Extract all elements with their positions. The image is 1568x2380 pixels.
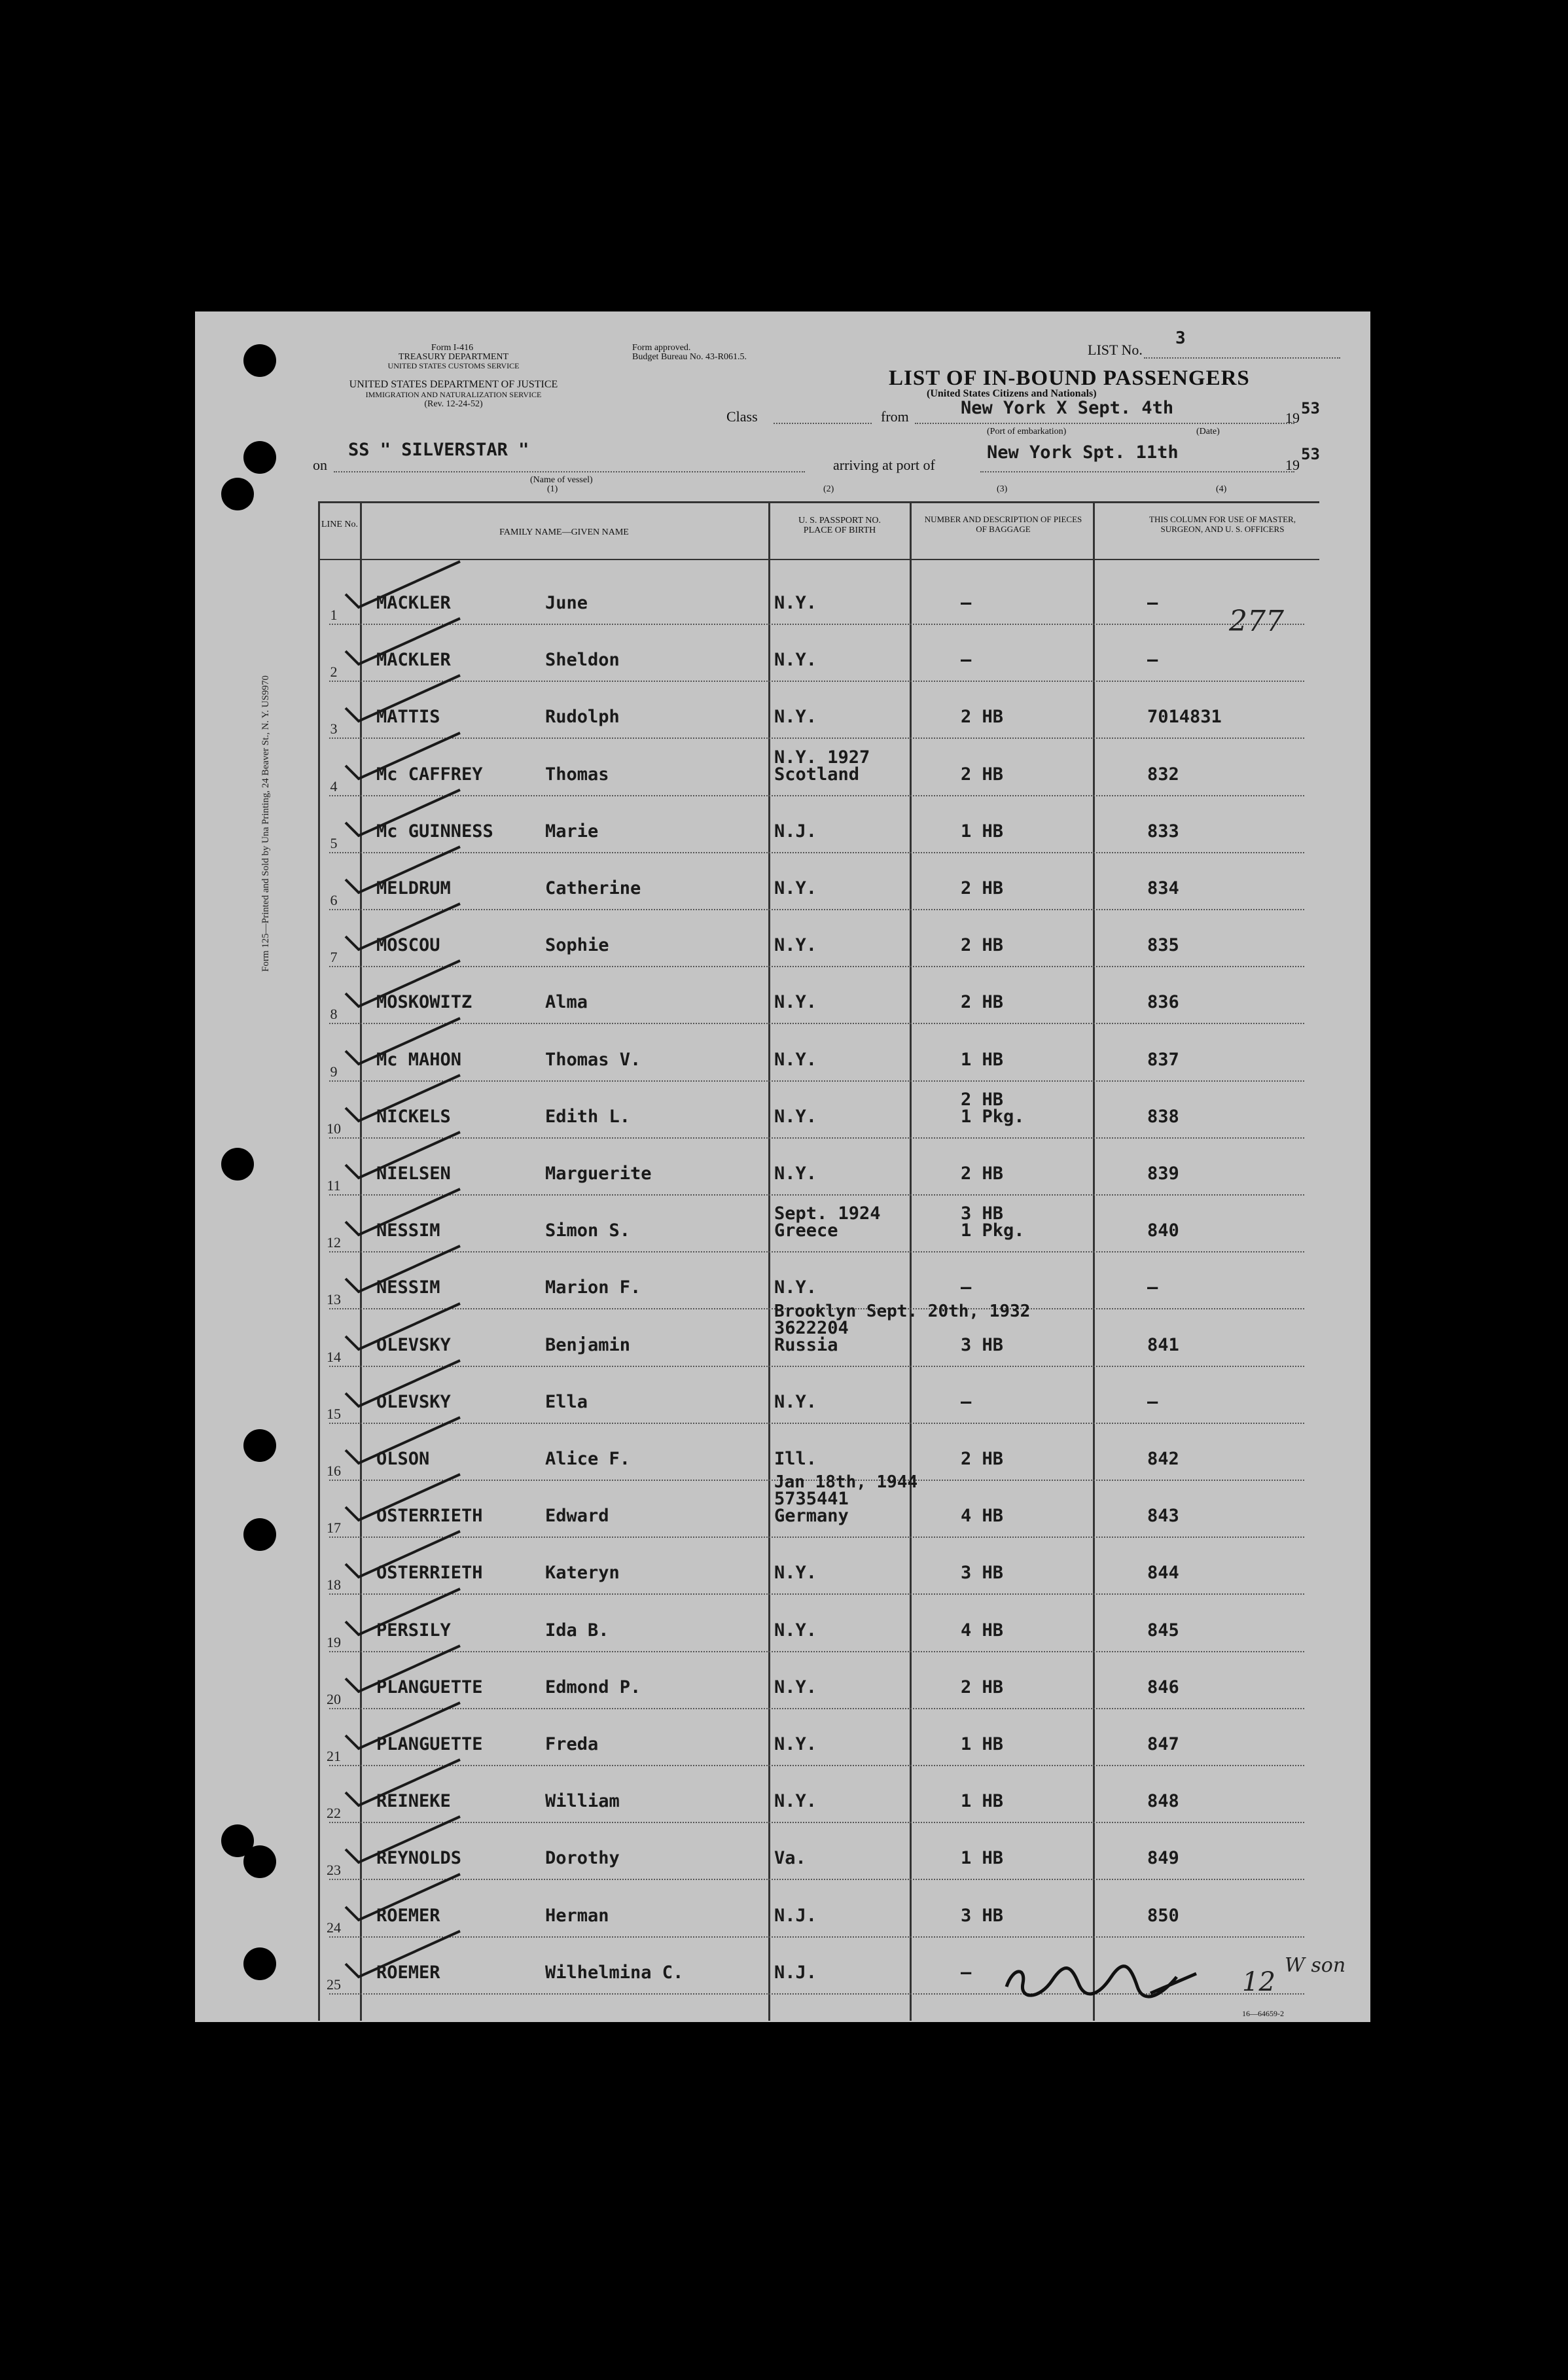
- officer-number: 837: [1147, 1049, 1179, 1070]
- check-mark: [342, 1639, 473, 1698]
- given-name: William: [545, 1791, 620, 1812]
- place-of-birth: N.Y.: [774, 1391, 817, 1412]
- budget-bureau: Budget Bureau No. 43-R061.5.: [632, 352, 747, 362]
- place-of-birth: N.Y.: [774, 1563, 817, 1584]
- family-name: OSTERRIETH: [376, 1506, 483, 1527]
- place-of-birth: N.Y.: [774, 650, 817, 671]
- baggage: 1 HB: [961, 1791, 1004, 1812]
- family-name: PLANGUETTE: [376, 1677, 483, 1697]
- place-of-birth: N.Y.: [774, 1106, 817, 1127]
- header-baggage: NUMBER AND DESCRIPTION OF PIECES OF BAGGAGE: [924, 514, 1082, 534]
- line-number: 20: [327, 1690, 341, 1707]
- given-name: Alice F.: [545, 1449, 631, 1469]
- given-name: Sophie: [545, 935, 609, 956]
- given-name: Edward: [545, 1506, 609, 1527]
- table-top-rule: [318, 501, 1319, 503]
- table-row: [329, 1823, 1304, 1880]
- baggage: —: [961, 1391, 972, 1412]
- table-row: [329, 1538, 1304, 1595]
- place-of-birth: N.Y.: [774, 992, 817, 1013]
- table-row: [329, 1025, 1304, 1082]
- given-name: Freda: [545, 1734, 599, 1754]
- family-name: NESSIM: [376, 1277, 440, 1298]
- header-officers: THIS COLUMN FOR USE OF MASTER, SURGEON, AND U. S. OFFICERS: [1149, 514, 1296, 534]
- baggage: 4 HB: [961, 1620, 1004, 1641]
- check-mark: [342, 1354, 473, 1413]
- list-subtitle: (United States Citizens and Nationals): [927, 388, 1097, 399]
- signature-mark: [1000, 1954, 1229, 2006]
- place-of-birth: N.Y.: [774, 878, 817, 898]
- from-label: from: [881, 408, 909, 425]
- check-mark: [342, 1182, 473, 1241]
- baggage: 1 Pkg.: [961, 1106, 1025, 1127]
- place-of-birth: N.J.: [774, 1905, 817, 1926]
- from-line: [915, 423, 1294, 424]
- officer-number: —: [1147, 593, 1158, 613]
- line-number: 22: [327, 1805, 341, 1822]
- embarkation-caption: (Port of embarkation): [987, 427, 1067, 436]
- table-row: [329, 1082, 1304, 1139]
- line-number: 1: [330, 607, 338, 623]
- table-row: [329, 1196, 1304, 1252]
- line-number: 13: [327, 1291, 341, 1308]
- binder-hole: [243, 1947, 276, 1980]
- date-caption: (Date): [1196, 427, 1220, 436]
- given-name: Kateryn: [545, 1563, 620, 1584]
- table-row: [327, 1301, 1304, 1367]
- binder-hole: [243, 441, 276, 474]
- line-number: 9: [330, 1063, 338, 1080]
- port-of-embarkation: New York X Sept. 4th: [961, 398, 1174, 418]
- line-number: 15: [327, 1405, 341, 1422]
- officer-number: 7014831: [1147, 707, 1222, 728]
- line-number: 24: [327, 1919, 341, 1936]
- handwritten-number: 277: [1229, 605, 1284, 638]
- family-name: OLEVSKY: [376, 1391, 451, 1412]
- line-number: 17: [327, 1519, 341, 1536]
- immigration-service: IMMIGRATION AND NATURALIZATION SERVICE: [365, 390, 542, 399]
- check-mark: [342, 1411, 473, 1470]
- place-of-birth: N.Y.: [774, 1620, 817, 1641]
- line-number: 19: [327, 1633, 341, 1650]
- customs-service: UNITED STATES CUSTOMS SERVICE: [387, 361, 520, 370]
- check-mark: [342, 726, 473, 785]
- family-name: OLEVSKY: [376, 1334, 451, 1355]
- given-name: Dorothy: [545, 1848, 620, 1869]
- given-name: June: [545, 593, 588, 613]
- arriving-label: arriving at port of: [833, 457, 935, 473]
- check-mark: [342, 1239, 473, 1298]
- officer-number: —: [1147, 1277, 1158, 1298]
- officer-number: 847: [1147, 1734, 1179, 1754]
- printer-credit: Form 125—Printed and Sold by Una Printing, 24 Beaver St., N. Y. US9970: [260, 675, 271, 972]
- family-name: OSTERRIETH: [376, 1563, 483, 1584]
- on-label: on: [313, 457, 327, 473]
- line-number: 7: [330, 949, 338, 966]
- given-name: Alma: [545, 992, 588, 1013]
- check-mark: [342, 783, 473, 842]
- table-row: [329, 625, 1304, 682]
- line-number: 10: [327, 1120, 341, 1137]
- line-number: 8: [330, 1006, 338, 1023]
- table-row: [329, 967, 1304, 1024]
- form-number: Form I-416: [431, 343, 474, 353]
- baggage: 1 HB: [961, 1049, 1004, 1070]
- line-number: 16: [327, 1463, 341, 1479]
- check-mark: [342, 1925, 473, 1983]
- line-number: 3: [330, 720, 338, 737]
- officer-number: 845: [1147, 1620, 1179, 1641]
- given-name: Edmond P.: [545, 1677, 641, 1697]
- place-of-birth: N.Y.: [774, 707, 817, 728]
- given-name: Wilhelmina C.: [545, 1962, 684, 1983]
- passport-info: N.Y. 1927: [774, 747, 870, 768]
- place-of-birth: N.J.: [774, 821, 817, 842]
- line-number: 11: [327, 1177, 341, 1194]
- baggage: —: [961, 1277, 972, 1298]
- place-of-birth: N.Y.: [774, 935, 817, 956]
- corner-note: W son: [1285, 1954, 1346, 1977]
- table-row: [329, 1652, 1304, 1709]
- year-prefix-2: 19: [1285, 457, 1300, 473]
- given-name: Simon S.: [545, 1220, 631, 1241]
- check-mark: [342, 555, 473, 614]
- binder-hole: [243, 344, 276, 377]
- table-row: [329, 796, 1304, 853]
- given-name: Thomas: [545, 764, 609, 785]
- baggage: 1 Pkg.: [961, 1220, 1025, 1241]
- baggage: 2 HB: [961, 935, 1004, 956]
- arrival-line: [980, 471, 1294, 472]
- given-name: Benjamin: [545, 1334, 631, 1355]
- place-of-birth: Germany: [774, 1506, 849, 1527]
- header-line-no: LINE No.: [321, 520, 358, 529]
- revision-date: (Rev. 12-24-52): [424, 399, 483, 409]
- family-name: MACKLER: [376, 650, 451, 671]
- family-name: MATTIS: [376, 707, 440, 728]
- line-number: 21: [327, 1748, 341, 1764]
- table-row: [329, 1709, 1304, 1766]
- baggage: 3 HB: [961, 1563, 1004, 1584]
- officer-number: 840: [1147, 1220, 1179, 1241]
- check-mark: [342, 669, 473, 728]
- passport-info: Sept. 1924: [774, 1203, 881, 1224]
- port-of-arrival: New York Spt. 11th: [987, 442, 1179, 463]
- table-row: [329, 682, 1304, 739]
- table-row: [329, 853, 1304, 910]
- officer-number: —: [1147, 1391, 1158, 1412]
- officer-number: 832: [1147, 764, 1179, 785]
- officer-number: 839: [1147, 1163, 1179, 1184]
- line-number: 14: [327, 1348, 341, 1365]
- given-name: Sheldon: [545, 650, 620, 671]
- baggage: 4 HB: [961, 1506, 1004, 1527]
- table-row: [329, 1595, 1304, 1652]
- table-row: [329, 568, 1304, 625]
- baggage: 2 HB: [961, 764, 1004, 785]
- year-prefix: 19: [1285, 410, 1300, 426]
- check-mark: [342, 612, 473, 671]
- officer-number: 849: [1147, 1848, 1179, 1869]
- place-of-birth: N.Y.: [774, 1163, 817, 1184]
- given-name: Edith L.: [545, 1106, 631, 1127]
- baggage: 2 HB: [961, 1677, 1004, 1697]
- baggage: 2 HB: [961, 878, 1004, 898]
- line-number: 12: [327, 1234, 341, 1251]
- place-of-birth: Scotland: [774, 764, 860, 785]
- line-number: 25: [327, 1976, 341, 1993]
- given-name: Rudolph: [545, 707, 620, 728]
- column-number-4: (4): [1216, 484, 1227, 494]
- officer-number: —: [1147, 650, 1158, 671]
- binder-hole: [243, 1845, 276, 1878]
- family-name: NESSIM: [376, 1220, 440, 1241]
- officer-number: 846: [1147, 1677, 1179, 1697]
- place-of-birth: Greece: [774, 1220, 838, 1241]
- family-name: NICKELS: [376, 1106, 451, 1127]
- place-of-birth: N.Y.: [774, 1677, 817, 1697]
- officer-number: 843: [1147, 1506, 1179, 1527]
- baggage: 2 HB: [961, 992, 1004, 1013]
- justice-department: UNITED STATES DEPARTMENT OF JUSTICE: [349, 379, 558, 390]
- line-number: 2: [330, 664, 338, 681]
- family-name: ROEMER: [376, 1905, 440, 1926]
- family-name: MOSCOU: [376, 935, 440, 956]
- check-mark: [342, 1810, 473, 1869]
- baggage-extra: 3 HB: [961, 1203, 1004, 1224]
- header-name: FAMILY NAME—GIVEN NAME: [499, 527, 629, 537]
- baggage: —: [961, 650, 972, 671]
- family-name: PERSILY: [376, 1620, 451, 1641]
- check-mark: [342, 840, 473, 899]
- table-left-border: [318, 501, 320, 2021]
- place-of-birth: N.Y.: [774, 1277, 817, 1298]
- table-row: [329, 910, 1304, 967]
- officer-number: 836: [1147, 992, 1179, 1013]
- vessel-line: [334, 471, 805, 472]
- given-name: Herman: [545, 1905, 609, 1926]
- place-of-birth: N.Y.: [774, 1049, 817, 1070]
- check-mark: [342, 954, 473, 1013]
- check-mark: [342, 1069, 473, 1128]
- year-embarkation: 53: [1301, 399, 1320, 417]
- family-name: Mc GUINNESS: [376, 821, 493, 842]
- check-mark: [342, 1582, 473, 1641]
- place-of-birth: N.Y.: [774, 1734, 817, 1754]
- binder-hole: [243, 1518, 276, 1551]
- footer-code: 16—64659-2: [1242, 2009, 1284, 2018]
- check-mark: [342, 1525, 473, 1584]
- list-number-label: LIST No.: [1088, 342, 1143, 358]
- check-mark: [342, 1012, 473, 1071]
- family-name: OLSON: [376, 1449, 430, 1469]
- table-row: [327, 1472, 1304, 1538]
- passport-info-2: Jan 18th, 1944: [774, 1472, 918, 1493]
- table-row: [329, 1766, 1304, 1823]
- baggage: 3 HB: [961, 1905, 1004, 1926]
- passport-info: 3622204: [774, 1317, 849, 1338]
- family-name: MELDRUM: [376, 878, 451, 898]
- baggage: 3 HB: [961, 1334, 1004, 1355]
- binder-hole: [243, 1429, 276, 1462]
- list-number: 3: [1175, 329, 1186, 348]
- baggage: 1 HB: [961, 1848, 1004, 1869]
- column-number-3: (3): [997, 484, 1008, 494]
- header-passport: U. S. PASSPORT NO. PLACE OF BIRTH: [798, 516, 881, 535]
- check-mark: [342, 1126, 473, 1184]
- signature-note: 12: [1242, 1967, 1275, 1997]
- table-row: [329, 1139, 1304, 1196]
- given-name: Marie: [545, 821, 599, 842]
- family-name: MACKLER: [376, 593, 451, 613]
- column-number-2: (2): [823, 484, 834, 494]
- given-name: Marion F.: [545, 1277, 641, 1298]
- officer-number: 850: [1147, 1905, 1179, 1926]
- family-name: ROEMER: [376, 1962, 440, 1983]
- line-number: 23: [327, 1862, 341, 1879]
- table-row: [329, 1367, 1304, 1424]
- vessel-caption: (Name of vessel): [530, 475, 593, 485]
- place-of-birth: N.Y.: [774, 1791, 817, 1812]
- given-name: Thomas V.: [545, 1049, 641, 1070]
- officer-number: 842: [1147, 1449, 1179, 1469]
- officer-number: 844: [1147, 1563, 1179, 1584]
- officer-number: 833: [1147, 821, 1179, 842]
- check-mark: [342, 897, 473, 956]
- baggage: —: [961, 1962, 972, 1983]
- check-mark: [342, 1297, 473, 1356]
- family-name: REYNOLDS: [376, 1848, 462, 1869]
- column-number-1: (1): [547, 484, 558, 494]
- check-mark: [342, 1753, 473, 1812]
- family-name: PLANGUETTE: [376, 1734, 483, 1754]
- table-row: [329, 739, 1304, 796]
- check-mark: [342, 1468, 473, 1527]
- place-of-birth: Russia: [774, 1334, 838, 1355]
- line-number: 4: [330, 777, 338, 794]
- list-number-line: [1144, 357, 1340, 359]
- table-row: [329, 1881, 1304, 1938]
- check-mark: [342, 1696, 473, 1755]
- baggage-extra: 2 HB: [961, 1089, 1004, 1110]
- officer-number: 841: [1147, 1334, 1179, 1355]
- binder-hole: [221, 1148, 254, 1181]
- baggage: 2 HB: [961, 1163, 1004, 1184]
- passport-info-2: Brooklyn Sept. 20th, 1932: [774, 1301, 1031, 1321]
- given-name: Ella: [545, 1391, 588, 1412]
- place-of-birth: N.J.: [774, 1962, 817, 1983]
- class-label: Class: [726, 408, 758, 425]
- line-number: 5: [330, 834, 338, 851]
- given-name: Catherine: [545, 878, 641, 898]
- officer-number: 834: [1147, 878, 1179, 898]
- officer-number: 838: [1147, 1106, 1179, 1127]
- given-name: Marguerite: [545, 1163, 652, 1184]
- officer-number: 848: [1147, 1791, 1179, 1812]
- family-name: Mc CAFFREY: [376, 764, 483, 785]
- year-arrival: 53: [1301, 445, 1320, 463]
- baggage: 2 HB: [961, 1449, 1004, 1469]
- baggage: 1 HB: [961, 821, 1004, 842]
- passport-info: 5735441: [774, 1489, 849, 1510]
- class-line: [774, 423, 872, 424]
- family-name: MOSKOWITZ: [376, 992, 472, 1013]
- vessel-name: SS " SILVERSTAR ": [348, 440, 529, 460]
- line-number: 6: [330, 892, 338, 908]
- list-title: LIST OF IN-BOUND PASSENGERS: [889, 366, 1250, 390]
- family-name: Mc MAHON: [376, 1049, 462, 1070]
- baggage: 2 HB: [961, 707, 1004, 728]
- line-number: 18: [327, 1576, 341, 1593]
- manifest-page: [195, 311, 1370, 2022]
- binder-hole: [221, 478, 254, 510]
- place-of-birth: Va.: [774, 1848, 806, 1869]
- form-approved: Form approved.: [632, 343, 691, 353]
- check-mark: [342, 1868, 473, 1927]
- place-of-birth: Ill.: [774, 1449, 817, 1469]
- officer-number: 835: [1147, 935, 1179, 956]
- family-name: REINEKE: [376, 1791, 451, 1812]
- baggage: —: [961, 593, 972, 613]
- family-name: NIELSEN: [376, 1163, 451, 1184]
- baggage: 1 HB: [961, 1734, 1004, 1754]
- place-of-birth: N.Y.: [774, 593, 817, 613]
- treasury-department: TREASURY DEPARTMENT: [398, 352, 509, 362]
- given-name: Ida B.: [545, 1620, 609, 1641]
